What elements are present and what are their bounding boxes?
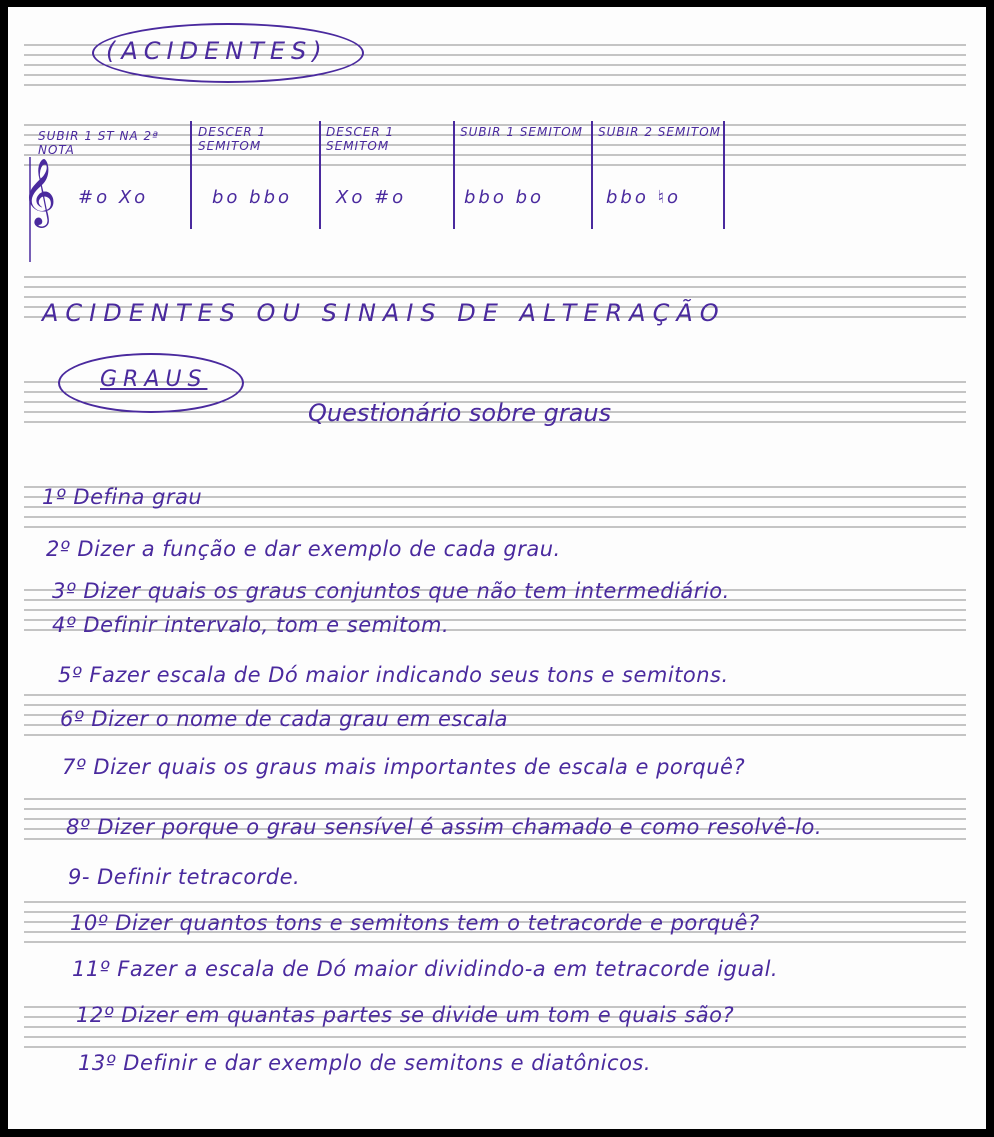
questionnaire-title: Questionário sobre graus — [308, 399, 612, 427]
section-title: ACIDENTES OU SINAIS DE ALTERAÇÃO — [42, 299, 726, 327]
table-notes-3: Xo #o — [336, 187, 407, 208]
question-item: 7º Dizer quais os graus mais importantes de escala e porquê? — [62, 755, 746, 779]
table-header-4: SUBIR 1 SEMITOM — [460, 125, 583, 139]
treble-clef-icon: 𝄞 — [22, 157, 57, 225]
table-header-5: SUBIR 2 SEMITOM — [598, 125, 721, 139]
notebook-page — [8, 7, 986, 1129]
question-item: 4º Definir intervalo, tom e semitom. — [52, 613, 450, 637]
table-header-1: SUBIR 1 ST NA 2ª NOTA — [38, 129, 159, 157]
question-item: 3º Dizer quais os graus conjuntos que não tem intermediário. — [52, 579, 730, 603]
table-notes-5: bbo ♮o — [606, 187, 682, 208]
table-notes-4: bbo bo — [464, 187, 545, 208]
table-header-3: DESCER 1 SEMITOM — [326, 125, 395, 153]
question-item: 11º Fazer a escala de Dó maior dividindo-a em tetracorde igual. — [72, 957, 779, 981]
question-item: 6º Dizer o nome de cada grau em escala — [60, 707, 508, 731]
question-item: 2º Dizer a função e dar exemplo de cada grau. — [46, 537, 561, 561]
question-item: 10º Dizer quantos tons e semitons tem o tetracorde e porquê? — [70, 911, 760, 935]
question-item: 13º Definir e dar exemplo de semitons e diatônicos. — [78, 1051, 652, 1075]
question-item: 9- Definir tetracorde. — [68, 865, 301, 889]
subsection-title: GRAUS — [100, 367, 208, 392]
table-notes-1: #o Xo — [78, 187, 149, 208]
page-title: (ACIDENTES) — [106, 37, 328, 65]
question-item: 5º Fazer escala de Dó maior indicando seus tons e semitons. — [58, 663, 729, 687]
question-item: 1º Defina grau — [42, 485, 203, 509]
table-header-2: DESCER 1 SEMITOM — [198, 125, 267, 153]
question-item: 8º Dizer porque o grau sensível é assim chamado e como resolvê-lo. — [66, 815, 823, 839]
table-notes-2: bo bbo — [212, 187, 293, 208]
question-item: 12º Dizer em quantas partes se divide um tom e quais são? — [76, 1003, 735, 1027]
